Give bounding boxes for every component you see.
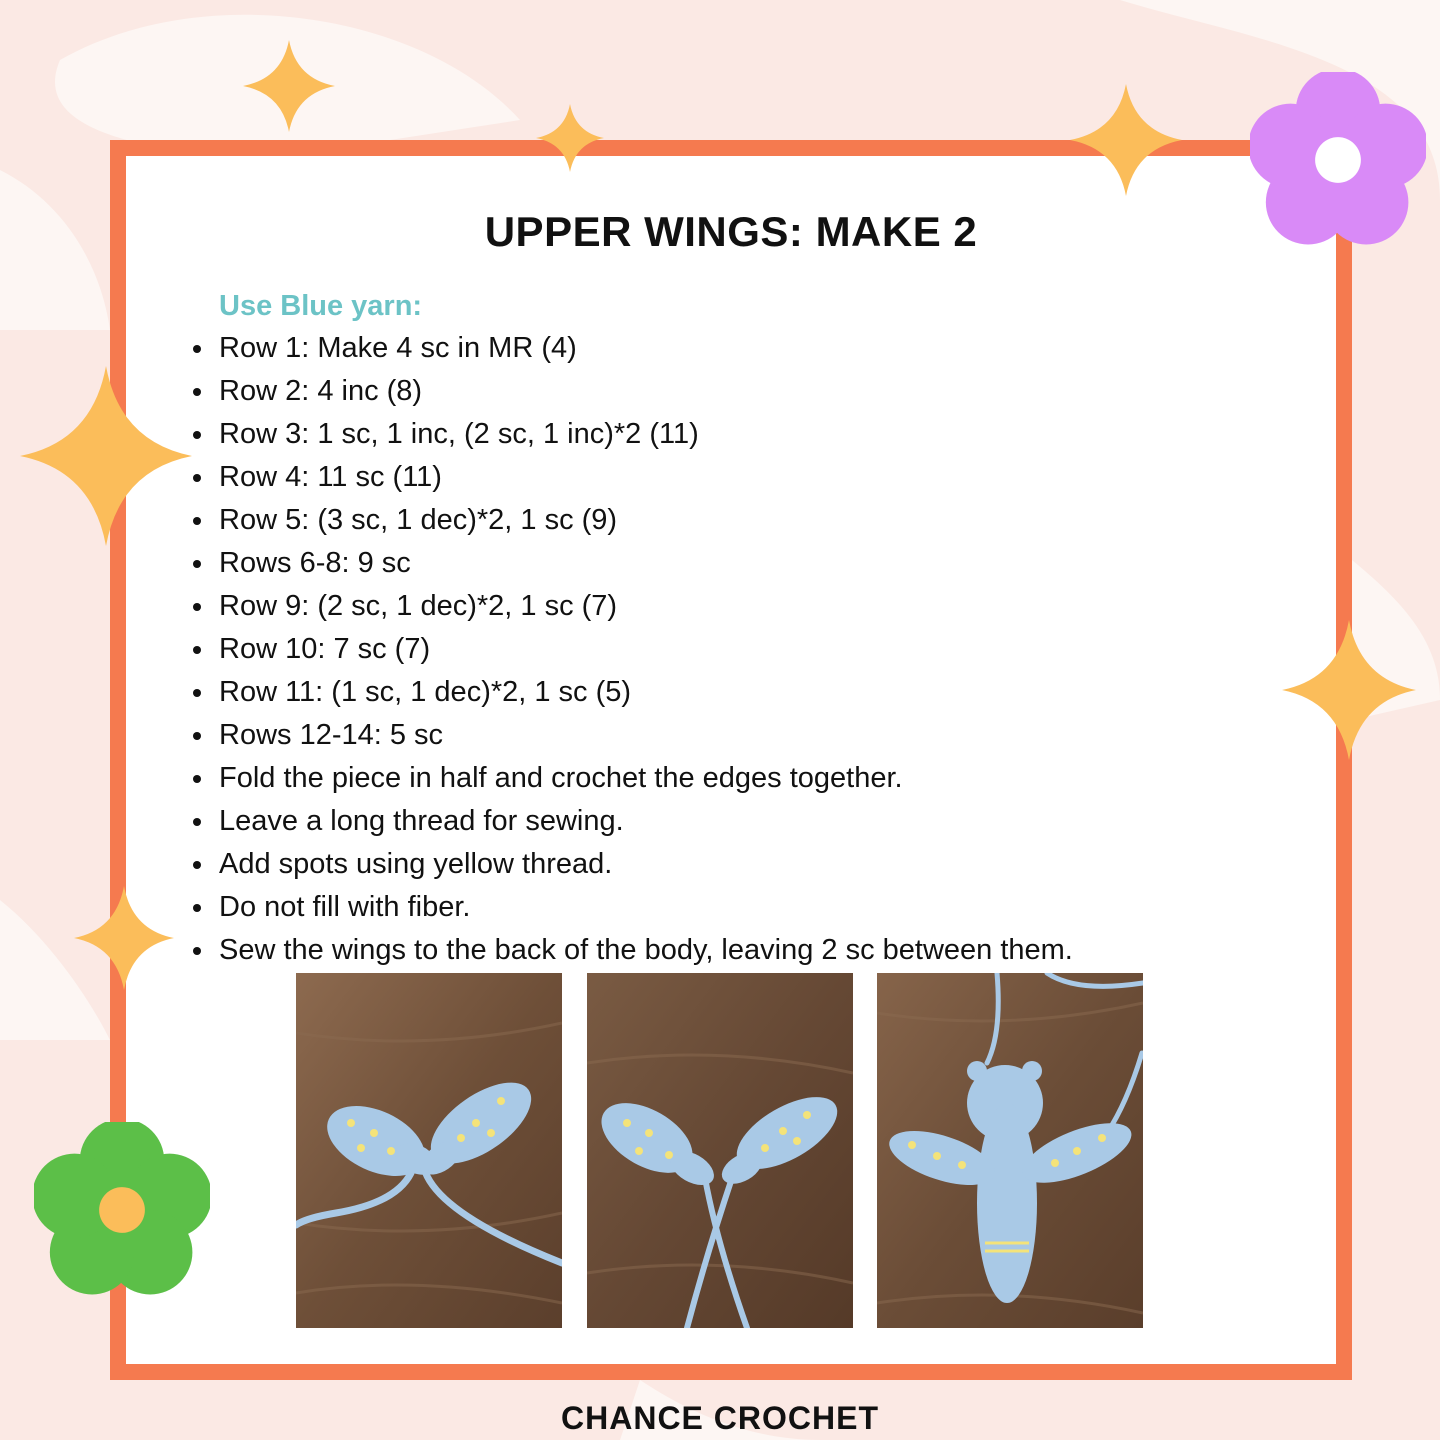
instruction-item: Row 1: Make 4 sc in MR (4): [219, 327, 1073, 370]
wings-sewn-to-body-photo: [877, 973, 1143, 1328]
instruction-item: Row 4: 11 sc (11): [219, 456, 1073, 499]
green-flower-icon: [34, 1122, 210, 1298]
instruction-item: Add spots using yellow thread.: [219, 843, 1073, 886]
instruction-item: Sew the wings to the back of the body, leaving 2 sc between them.: [219, 929, 1073, 972]
instruction-item: Row 2: 4 inc (8): [219, 370, 1073, 413]
page-title: UPPER WINGS: MAKE 2: [484, 208, 978, 255]
instruction-item: Rows 12-14: 5 sc: [219, 714, 1073, 757]
two-wings-crossed-threads-photo: [587, 973, 853, 1328]
instruction-item: Fold the piece in half and crochet the edges together.: [219, 757, 1073, 800]
brand-footer: CHANCE CROCHET: [561, 1400, 879, 1436]
yarn-label: Use Blue yarn:: [219, 290, 423, 322]
sparkle-icon: [20, 366, 192, 546]
instruction-item: Row 3: 1 sc, 1 inc, (2 sc, 1 inc)*2 (11): [219, 413, 1073, 456]
purple-flower-icon: [1250, 72, 1426, 248]
sparkle-icon: [536, 104, 604, 172]
instruction-item: Row 5: (3 sc, 1 dec)*2, 1 sc (9): [219, 499, 1073, 542]
sparkle-icon: [1070, 84, 1182, 196]
instruction-item: Row 11: (1 sc, 1 dec)*2, 1 sc (5): [219, 671, 1073, 714]
instruction-item: Row 9: (2 sc, 1 dec)*2, 1 sc (7): [219, 585, 1073, 628]
instruction-item: Row 10: 7 sc (7): [219, 628, 1073, 671]
sparkle-icon: [243, 40, 335, 132]
instruction-list: [219, 327, 1073, 972]
pattern-card: [110, 140, 1352, 1380]
instruction-item: Leave a long thread for sewing.: [219, 800, 1073, 843]
instruction-item: Rows 6-8: 9 sc: [219, 542, 1073, 585]
sparkle-icon: [1282, 620, 1416, 760]
instruction-item: Do not fill with fiber.: [219, 886, 1073, 929]
sparkle-icon: [74, 886, 174, 990]
two-wings-photo: [296, 973, 562, 1328]
